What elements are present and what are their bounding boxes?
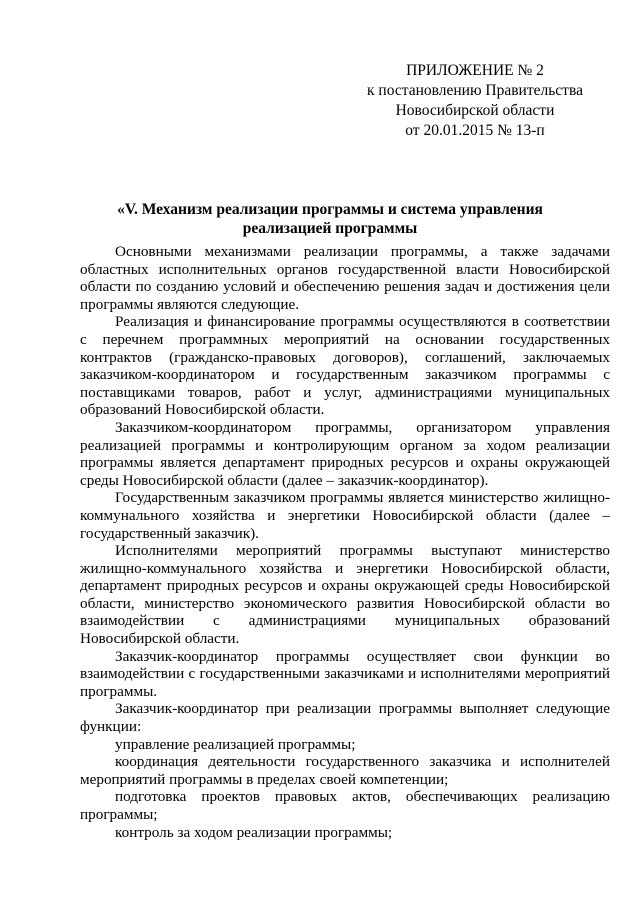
paragraph: Реализация и финансирование программы осуществляются в соответствии с перечнем программных мероприятий на основании государственных контрактов (гражданско-правовых договоров), соглашений, заключаемых заказчиком-координатором и государственным заказчиком программы с поставщиками товаров, работ и услуг, администрациями муниципальных образований Новосибирской области. xyxy=(80,313,610,419)
list-item: подготовка проектов правовых актов, обеспечивающих реализацию программы; xyxy=(80,788,610,823)
list-item: управление реализацией программы; xyxy=(115,735,356,753)
resolution-reference: к постановлению Правительства xyxy=(367,82,583,99)
list-item: контроль за ходом реализации программы; xyxy=(115,823,393,841)
region-name: Новосибирской области xyxy=(395,102,555,119)
resolution-date-number: от 20.01.2015 № 13-п xyxy=(405,122,545,139)
section-title-line-2: реализацией программы xyxy=(242,220,418,237)
paragraph: Заказчик-координатор при реализации программы выполняет следующие функции: xyxy=(80,700,610,736)
list-item: координация деятельности государственного заказчика и исполнителей мероприятий программы в пределах своей компетенции; xyxy=(80,753,610,788)
appendix-number: ПРИЛОЖЕНИЕ № 2 xyxy=(406,62,544,79)
document-body xyxy=(80,243,610,841)
paragraph: Заказчик-координатор программы осуществляет свои функции во взаимодействии с государственными заказчиками и исполнителями мероприятий программы. xyxy=(80,647,610,700)
paragraph: Государственным заказчиком программы является министерство жилищно-коммунального хозяйства и энергетики Новосибирской области (далее – государственный заказчик). xyxy=(80,489,610,542)
paragraph: Заказчиком-координатором программы, организатором управления реализацией программы и контролирующим органом за ходом реализации программы является департамент природных ресурсов и охраны окружающей среды Новосибирской области (далее – заказчик-координатор). xyxy=(80,418,610,489)
section-title xyxy=(70,200,590,238)
paragraph: Исполнителями мероприятий программы выступают министерство жилищно-коммунального хозяйства и энергетики Новосибирской области, департамент природных ресурсов и охраны окружающей среды Новосибирской области, министерство экономического развития Новосибирской области во взаимодействии с администрациями муниципальных образований Новосибирской области. xyxy=(80,542,610,648)
section-title-line-1: «V. Механизм реализации программы и система управления xyxy=(117,201,543,218)
appendix-header xyxy=(330,61,620,141)
paragraph: Основными механизмами реализации программы, а также задачами областных исполнительных органов государственной власти Новосибирской области по созданию условий и обеспечению решения задач и достижения цели программы являются следующие. xyxy=(80,243,610,313)
